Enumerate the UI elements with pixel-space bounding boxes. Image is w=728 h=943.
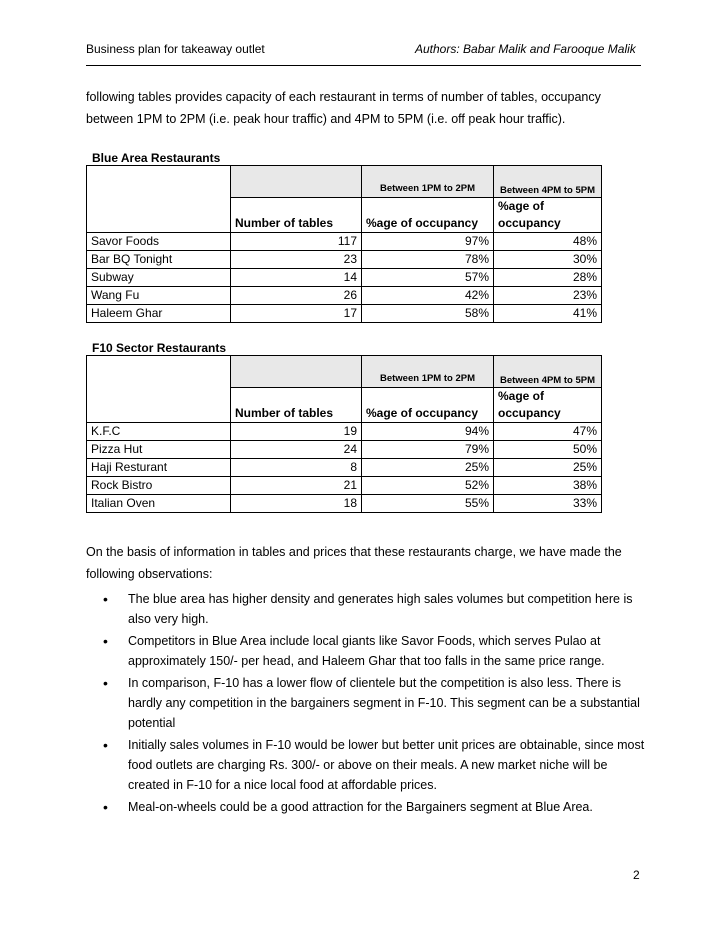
bullet-icon: • [103,799,108,815]
list-item [86,797,646,817]
tables-count: 26 [231,287,362,305]
restaurant-name: Pizza Hut [87,441,231,459]
head-occupancy-offpeak: %age of occupancy [494,388,602,423]
head-occupancy-offpeak: %age of occupancy [494,198,602,233]
restaurant-name: Subway [87,269,231,287]
occupancy-peak: 25% [362,459,494,477]
list-item [86,631,646,671]
f10-table [86,355,602,513]
table-row [87,495,602,513]
tables-count: 14 [231,269,362,287]
bullet-icon: • [103,591,108,607]
table-row [87,251,602,269]
page-number: 2 [633,868,640,882]
table-row [87,269,602,287]
restaurant-name: Bar BQ Tonight [87,251,231,269]
f10-rows [87,423,602,513]
tables-count: 19 [231,423,362,441]
table-row [87,459,602,477]
occupancy-offpeak: 25% [494,459,602,477]
bullet-text: Meal-on-wheels could be a good attraction for the Bargainers segment at Blue Area. [128,800,593,814]
head-occupancy-peak: %age of occupancy [362,198,494,233]
head-peak: Between 1PM to 2PM [362,166,494,198]
occupancy-offpeak: 30% [494,251,602,269]
list-item [86,673,646,733]
bullet-text: The blue area has higher density and generates high sales volumes but competition here is also very high. [128,592,633,626]
restaurant-name: Haleem Ghar [87,305,231,323]
occupancy-offpeak: 50% [494,441,602,459]
bullet-icon: • [103,633,108,649]
restaurant-name: Savor Foods [87,233,231,251]
tables-count: 24 [231,441,362,459]
occupancy-peak: 55% [362,495,494,513]
head-offpeak: Between 4PM to 5PM [494,356,602,388]
occupancy-peak: 52% [362,477,494,495]
tables-count: 117 [231,233,362,251]
bullet-icon: • [103,675,108,691]
tables-count: 21 [231,477,362,495]
blue-area-table [86,165,602,323]
header-authors: Authors: Babar Malik and Farooque Malik [415,42,636,56]
table-row [87,423,602,441]
occupancy-offpeak: 23% [494,287,602,305]
blue-area-rows [87,233,602,323]
corner-cell [87,166,231,233]
header-rule [86,65,641,66]
table-row [87,287,602,305]
occupancy-peak: 97% [362,233,494,251]
header-title: Business plan for takeaway outlet [86,42,265,56]
head-empty-cell [231,356,362,388]
table-row [87,441,602,459]
intro-paragraph: following tables provides capacity of each restaurant in terms of number of tables, occupancy between 1PM to 2PM (i.e. peak hour traffic) and 4PM to 5PM (i.e. off peak hour traffic). [86,90,601,126]
occupancy-offpeak: 41% [494,305,602,323]
head-occupancy-peak: %age of occupancy [362,388,494,423]
table-title-blue-area: Blue Area Restaurants [92,151,221,165]
occupancy-peak: 78% [362,251,494,269]
observations-list [86,589,646,819]
occupancy-offpeak: 47% [494,423,602,441]
occupancy-peak: 94% [362,423,494,441]
restaurant-name: K.F.C [87,423,231,441]
list-item [86,735,646,795]
observations-intro: On the basis of information in tables and prices that these restaurants charge, we have made the following observations: [86,545,622,581]
tables-count: 23 [231,251,362,269]
tables-count: 17 [231,305,362,323]
head-empty-cell [231,166,362,198]
bullet-text: Competitors in Blue Area include local giants like Savor Foods, which serves Pulao at approximately 150/- per head, and Haleem Ghar that too falls in the same price range. [128,634,605,668]
table-row [87,233,602,251]
occupancy-peak: 42% [362,287,494,305]
occupancy-offpeak: 38% [494,477,602,495]
tables-count: 8 [231,459,362,477]
bullet-text: Initially sales volumes in F-10 would be lower but better unit prices are obtainable, since most food outlets are charging Rs. 300/- or above on their meals. A new market niche will be created in F-10 for a nice local food at affordable prices. [128,738,645,792]
restaurant-name: Rock Bistro [87,477,231,495]
head-number-of-tables: Number of tables [231,198,362,233]
occupancy-peak: 57% [362,269,494,287]
bullet-text: In comparison, F-10 has a lower flow of clientele but the competition is also less. There is hardly any competition in the bargainers segment in F-10. This segment can be a substantial potential [128,676,640,730]
occupancy-offpeak: 28% [494,269,602,287]
head-number-of-tables: Number of tables [231,388,362,423]
head-peak: Between 1PM to 2PM [362,356,494,388]
occupancy-peak: 79% [362,441,494,459]
occupancy-offpeak: 48% [494,233,602,251]
restaurant-name: Haji Resturant [87,459,231,477]
list-item [86,589,646,629]
occupancy-peak: 58% [362,305,494,323]
bullet-icon: • [103,737,108,753]
table-title-f10: F10 Sector Restaurants [92,341,227,355]
head-offpeak: Between 4PM to 5PM [494,166,602,198]
table-row [87,305,602,323]
occupancy-offpeak: 33% [494,495,602,513]
table-row [87,477,602,495]
corner-cell [87,356,231,423]
tables-count: 18 [231,495,362,513]
restaurant-name: Italian Oven [87,495,231,513]
restaurant-name: Wang Fu [87,287,231,305]
